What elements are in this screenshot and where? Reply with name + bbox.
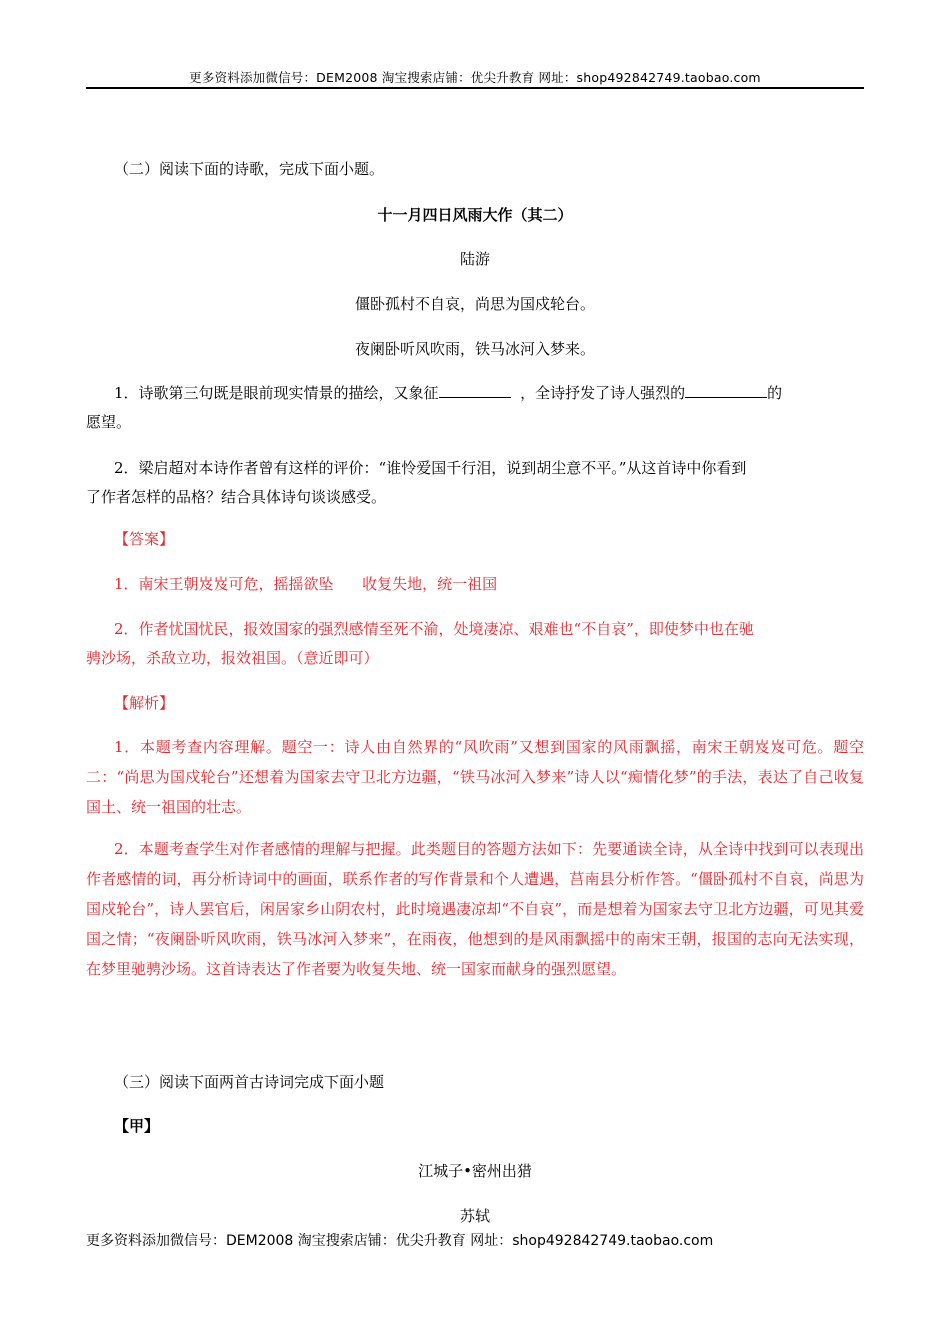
poem-title: 十一月四日风雨大作（其二） <box>377 206 573 224</box>
answer-blank-2[interactable] <box>685 379 767 398</box>
question-1-line-2: 愿望。 <box>86 413 132 431</box>
poem-author: 陆游 <box>459 250 490 268</box>
poem-line-1: 僵卧孤村不自哀，尚思为国戍轮台。 <box>354 295 595 313</box>
question-2-line-1: 2．梁启超对本诗作者曾有这样的评价：“谁怜爱国千行泪，说到胡尘意不平。”从这首诗中你看到 <box>114 459 747 477</box>
analysis-2: 2．本题考查学生对作者感情的理解与把握。此类题目的答题方法如下：先要通读全诗，从全诗中找到可以表现出作者感情的词，再分析诗词中的画面，联系作者的写作背景和个人遭遇，莒南县分析作答。“僵卧孤村不自哀，尚思为国戍轮台”，诗人罢官后，闲居家乡山阴农村，此时境遇凄凉却“不自哀”，而是想着为国家去守卫北方边疆，可见其爱国之情；“夜阑卧听风吹雨，铁马冰河入梦来”，在雨夜，他想到的是风雨飘摇中的南宋王朝，报国的志向无法实现，在梦里驰骋沙场。这首诗表达了作者要为收复失地、统一国家而献身的强烈愿望。 <box>86 840 864 978</box>
analysis-label: 【解析】 <box>114 694 175 712</box>
question-2-line-2: 了作者怎样的品格？结合具体诗句谈谈感受。 <box>86 488 387 506</box>
page-header: 更多资料添加微信号：DEM2008 淘宝搜索店铺：优尖升教育 网址：shop492842749.taobao.com <box>189 70 761 85</box>
jia-label: 【甲】 <box>114 1117 160 1135</box>
question-1-text-a: 1．诗歌第三句既是眼前现实情景的描绘，又象征 <box>114 384 439 402</box>
question-1-text-c: 的 <box>767 384 783 402</box>
poem-line-2: 夜阑卧听风吹雨，铁马冰河入梦来。 <box>354 340 595 358</box>
page-footer: 更多资料添加微信号：DEM2008 淘宝搜索店铺：优尖升教育 网址：shop492842749.taobao.com <box>86 1233 714 1249</box>
answer-label: 【答案】 <box>114 530 175 548</box>
answer-blank-1[interactable] <box>439 379 511 398</box>
section3-poem-title: 江城子•密州出猎 <box>418 1162 532 1180</box>
analysis-1: 1．本题考查内容理解。题空一：诗人由自然界的“风吹雨”又想到国家的风雨飘摇，南宋王朝岌岌可危。题空二：“尚思为国戍轮台”还想着为国家去守卫北方边疆，“铁马冰河入梦来”诗人以“痴情化梦”的手法，表达了自己收复国土、统一祖国的壮志。 <box>86 738 864 816</box>
section2-intro: （二）阅读下面的诗歌，完成下面小题。 <box>114 160 385 178</box>
header-divider <box>86 87 864 89</box>
question-1 <box>114 378 864 408</box>
answer-2-line-1: 2．作者忧国忧民，报效国家的强烈感情至死不渝，处境凄凉、艰难也“不自哀”，即使梦中也在驰 <box>114 620 754 638</box>
section3-poem-author: 苏轼 <box>459 1207 490 1225</box>
section3-intro: （三）阅读下面两首古诗词完成下面小题 <box>114 1073 385 1091</box>
question-1-text-b: ，全诗抒发了诗人强烈的 <box>520 384 686 402</box>
answer-1: 1．南宋王朝岌岌可危，摇摇欲坠 收复失地，统一祖国 <box>114 575 498 593</box>
answer-2-line-2: 骋沙场，杀敌立功，报效祖国。（意近即可） <box>86 649 379 667</box>
